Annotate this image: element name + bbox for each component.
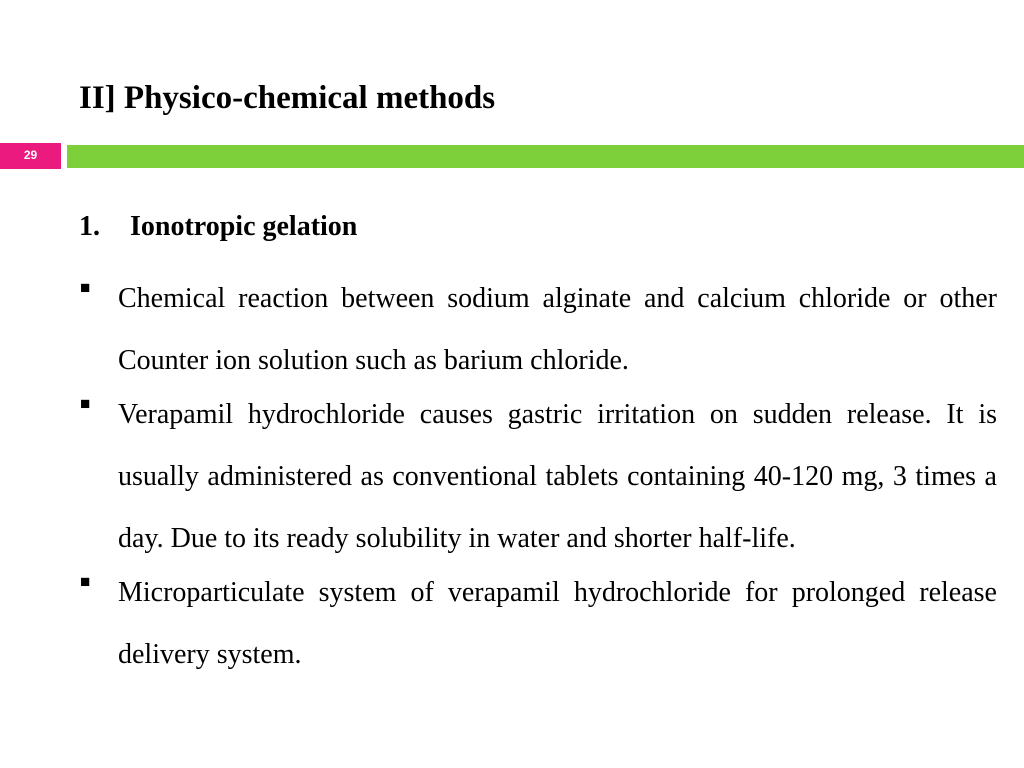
bullet-list <box>79 268 997 686</box>
square-bullet-icon: ■ <box>80 394 91 413</box>
section-title: Ionotropic gelation <box>130 211 358 242</box>
bullet-item <box>79 562 997 686</box>
slide-number-badge <box>0 143 61 169</box>
section-number: 1. <box>79 211 100 242</box>
bullet-text: Chemical reaction between sodium alginate and calcium chloride or other Counter ion solution such as barium chloride. <box>118 283 997 376</box>
bullet-text: Verapamil hydrochloride causes gastric irritation on sudden release. It is usually administered as conventional tablets containing 40-120 mg, 3 times a day. Due to its ready solubility in water and shorter half-life. <box>118 399 997 554</box>
square-bullet-icon: ■ <box>80 278 91 297</box>
bullet-text: Microparticulate system of verapamil hydrochloride for prolonged release delivery system. <box>118 577 997 670</box>
bullet-item <box>79 384 997 570</box>
slide-title: II] Physico-chemical methods <box>79 80 496 116</box>
bullet-item <box>79 268 997 392</box>
accent-bar <box>67 145 1024 168</box>
square-bullet-icon: ■ <box>80 572 91 591</box>
slide-number: 29 <box>23 148 38 162</box>
section-heading <box>79 208 357 246</box>
